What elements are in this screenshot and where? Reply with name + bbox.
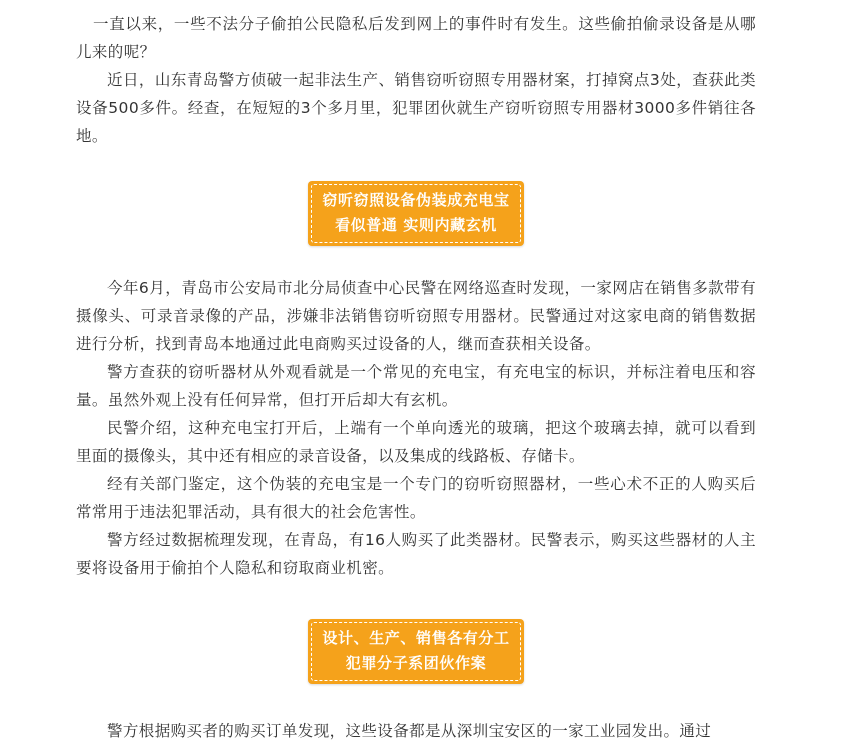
section-1-paragraph-5: 警方经过数据梳理发现，在青岛，有16人购买了此类器材。民警表示，购买这些器材的人主要将设备用于偷拍个人隐私和窃取商业机密。 (76, 531, 756, 577)
section-1-paragraph-1: 今年6月，青岛市公安局市北分局侦查中心民警在网络巡查时发现，一家网店在销售多款带有摄像头、可录音录像的产品，涉嫌非法销售窃听窃照专用器材。民警通过对这家电商的销售数据进行分析，找到青岛本地通过此电商购买过设备的人，继而查获相关设备。 (76, 279, 756, 353)
section-heading-1-line-1: 窃听窃照设备伪装成充电宝 (322, 191, 510, 209)
intro-paragraph-2: 近日，山东青岛警方侦破一起非法生产、销售窃听窃照专用器材案，打掉窝点3处，查获此类设备500多件。经查，在短短的3个多月里，犯罪团伙就生产窃听窃照专用器材3000多件销往各地。 (76, 71, 756, 145)
section-heading-1-box (308, 181, 523, 246)
section-heading-2-box (308, 619, 523, 684)
section-heading-2-inner (311, 622, 520, 681)
section-heading-1-line-2: 看似普通 实则内藏玄机 (335, 216, 497, 234)
section-1-paragraph-4: 经有关部门鉴定，这个伪装的充电宝是一个专门的窃听窃照器材，一些心术不正的人购买后常常用于违法犯罪活动，具有很大的社会危害性。 (76, 475, 756, 521)
section-1-paragraph-2: 警方查获的窃听器材从外观看就是一个常见的充电宝，有充电宝的标识，并标注着电压和容量。虽然外观上没有任何异常，但打开后却大有玄机。 (76, 363, 756, 409)
section-heading-1 (76, 181, 756, 246)
article-body (76, 10, 756, 745)
section-heading-2 (76, 619, 756, 684)
section-heading-1-inner (311, 184, 520, 243)
intro-paragraph-1: 一直以来，一些不法分子偷拍公民隐私后发到网上的事件时有发生。这些偷拍偷录设备是从哪儿来的呢？ (76, 15, 756, 61)
section-heading-2-line-2: 犯罪分子系团伙作案 (345, 654, 487, 672)
section-1-paragraph-3: 民警介绍，这种充电宝打开后，上端有一个单向透光的玻璃，把这个玻璃去掉，就可以看到里面的摄像头，其中还有相应的录音设备，以及集成的线路板、存储卡。 (76, 419, 756, 465)
section-heading-2-line-1: 设计、生产、销售各有分工 (322, 629, 510, 647)
section-2-paragraph-1: 警方根据购买者的购买订单发现，这些设备都是从深圳宝安区的一家工业园发出。通过 (107, 722, 712, 740)
